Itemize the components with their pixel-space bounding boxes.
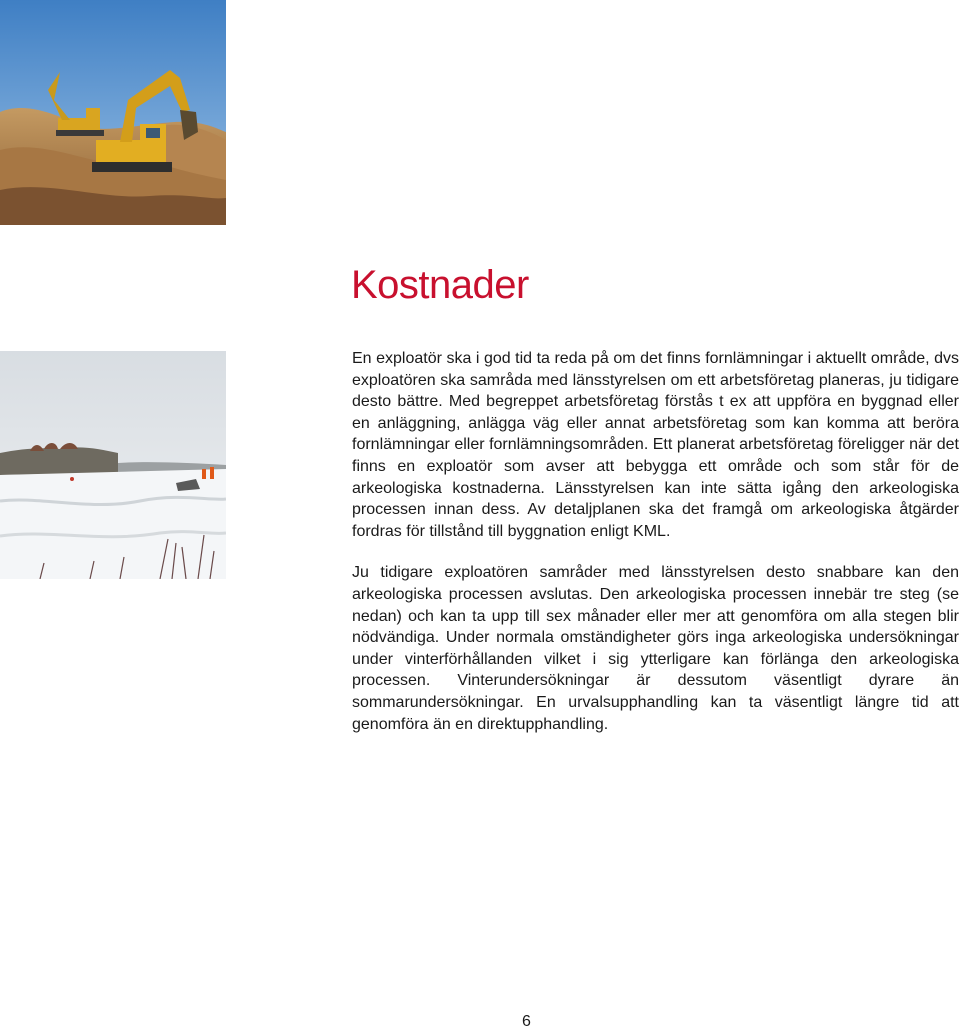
page-title: Kostnader [351,263,529,307]
paragraph: Ju tidigare exploatören samråder med länsstyrelsen desto snabbare kan den arkeologiska processen avslutas. Den arkeologiska processen innebär tre steg (se nedan) och kan ta upp till sex månader eller mer att genomföra om alla stegen blir nödvändiga. Under normala omständigheter görs inga arkeologiska undersökningar under vinterförhållanden vilket i sig ytterligare kan förlänga den arkeologiska processen. Vinterundersökningar är dessutom väsentligt dyrare än sommarundersökningar. En urvalsupphandling kan ta väsentligt längre tid att genomföra än en direktupphandling. [352,564,959,733]
paragraph: En exploatör ska i god tid ta reda på om det finns fornlämningar i aktuellt område, dvs exploatören ska samråda med länsstyrelsen om ett arbetsföretag planeras, ju tidigare desto bättre. Med begreppet arbetsföretag förstås t ex att uppföra en byggnad eller en anläggning, anlägga väg eller annat arbetsföretag som kan komma att beröra fornlämningar eller fornlämningsområden. Ett planerat arbetsföretag föreligger när det finns en exploatör som avser att bebygga ett område och som står för de arkeologiska kostnaderna. Länsstyrelsen kan inte sätta igång den arkeologiska processen innan dess. Av detaljplanen ska det framgå om arkeologiska åtgärder fordras för tillstånd till byggnation enligt KML. [352,350,959,540]
body-text [352,348,959,735]
snow-field-photo [0,351,226,579]
excavator-photo [0,0,226,225]
page-number: 6 [522,1013,531,1030]
